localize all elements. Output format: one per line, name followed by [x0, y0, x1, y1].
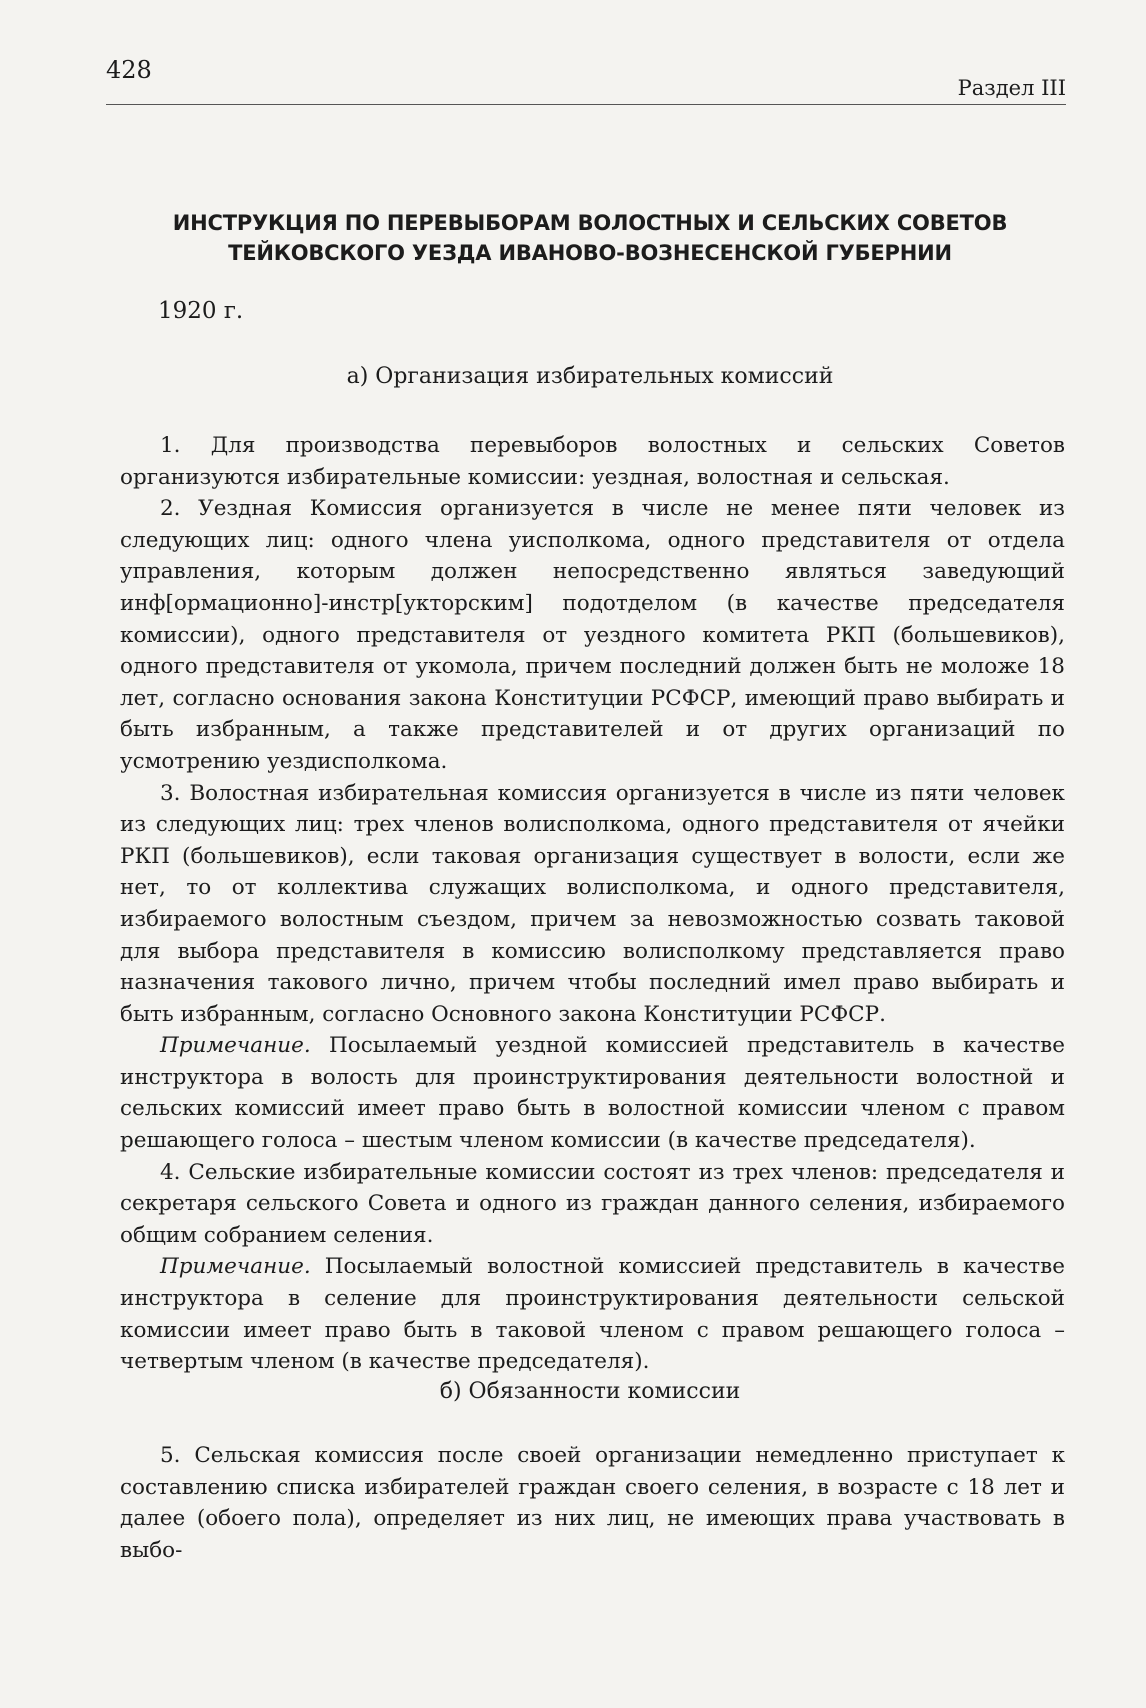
document-year: 1920 г. — [158, 298, 244, 324]
note-1-text: Посылаемый уездной комиссией представитель в качестве инструктора в волость для проинструктирования деятельности волостной и сельских комиссий имеет право быть в волостной комиссии членом с правом решающего голоса – шестым членом комиссии (в качестве председателя). — [120, 1033, 1065, 1154]
section-b-heading: б) Обязанности комиссии — [439, 1379, 741, 1404]
paragraph-5: 5. Сельская комиссия после своей организации немедленно приступает к составлению списка избирателей граждан своего селения, в возрасте с 18 лет и далее (обоего пола), определяет из них лиц, не имеющих права участвовать в выбо- — [120, 1443, 1065, 1563]
note-2-label: Примечание. — [160, 1254, 311, 1280]
note-1-label: Примечание. — [160, 1033, 311, 1059]
title-line-1: ИНСТРУКЦИЯ ПО ПЕРЕВЫБОРАМ ВОЛОСТНЫХ И СЕЛЬСКИХ СОВЕТОВ — [172, 211, 1008, 235]
note-1 — [120, 1030, 1065, 1156]
paragraph-3: 3. Волостная избирательная комиссия организуется в числе из пяти человек из следующих лиц: трех членов волисполкома, одного представителя от ячейки РКП (большевиков), если таковая организация существует в волости, если же нет, то от коллектива служащих волисполкома, и одного представителя, избираемого волостным съездом, причем за невозможностью созвать таковой для выбора представителя в комиссию волисполкому представляется право назначения такового лично, причем чтобы последний имел право выбирать и быть избранным, согласно Основного закона Конституции РСФСР. — [120, 780, 1065, 1027]
paragraph-1: 1. Для производства перевыборов волостных и сельских Советов организуются избирательные комиссии: уездная, волостная и сельская. — [120, 433, 1065, 490]
title-line-2: ТЕЙКОВСКОГО УЕЗДА ИВАНОВО-ВОЗНЕСЕНСКОЙ ГУБЕРНИИ — [228, 241, 952, 265]
section-a-heading: а) Организация избирательных комиссий — [346, 364, 834, 389]
page-number: 428 — [106, 56, 152, 84]
document-title — [110, 208, 1070, 268]
note-2-text: Посылаемый волостной комиссией представитель в качестве инструктора в селение для проинструктирования деятельности сельской комиссии имеет право быть в таковой членом с правом решающего голоса – четвертым членом (в качестве председателя). — [120, 1254, 1065, 1375]
section-b-body — [120, 1440, 1065, 1566]
paragraph-4: 4. Сельские избирательные комиссии состоят из трех членов: председателя и секретаря сельского Совета и одного из граждан данного селения, избираемого общим собранием селения. — [120, 1159, 1065, 1248]
paragraph-2: 2. Уездная Комиссия организуется в числе не менее пяти человек из следующих лиц: одного члена уисполкома, одного представителя от отдела управления, которым должен непосредственно являться заведующий инф[ормационно]-инстр[укторским] подотделом (в качестве председателя комиссии), одного представителя от уездного комитета РКП (большевиков), одного представителя от укомола, причем последний должен быть не моложе 18 лет, согласно основания закона Конституции РСФСР, имеющий право выбирать и быть избранным, а также представителей и от других организаций по усмотрению уездисполкома. — [120, 496, 1065, 774]
section-a-body — [120, 430, 1065, 1378]
section-label: Раздел III — [957, 76, 1066, 100]
running-header — [106, 52, 1066, 105]
note-2 — [120, 1251, 1065, 1377]
